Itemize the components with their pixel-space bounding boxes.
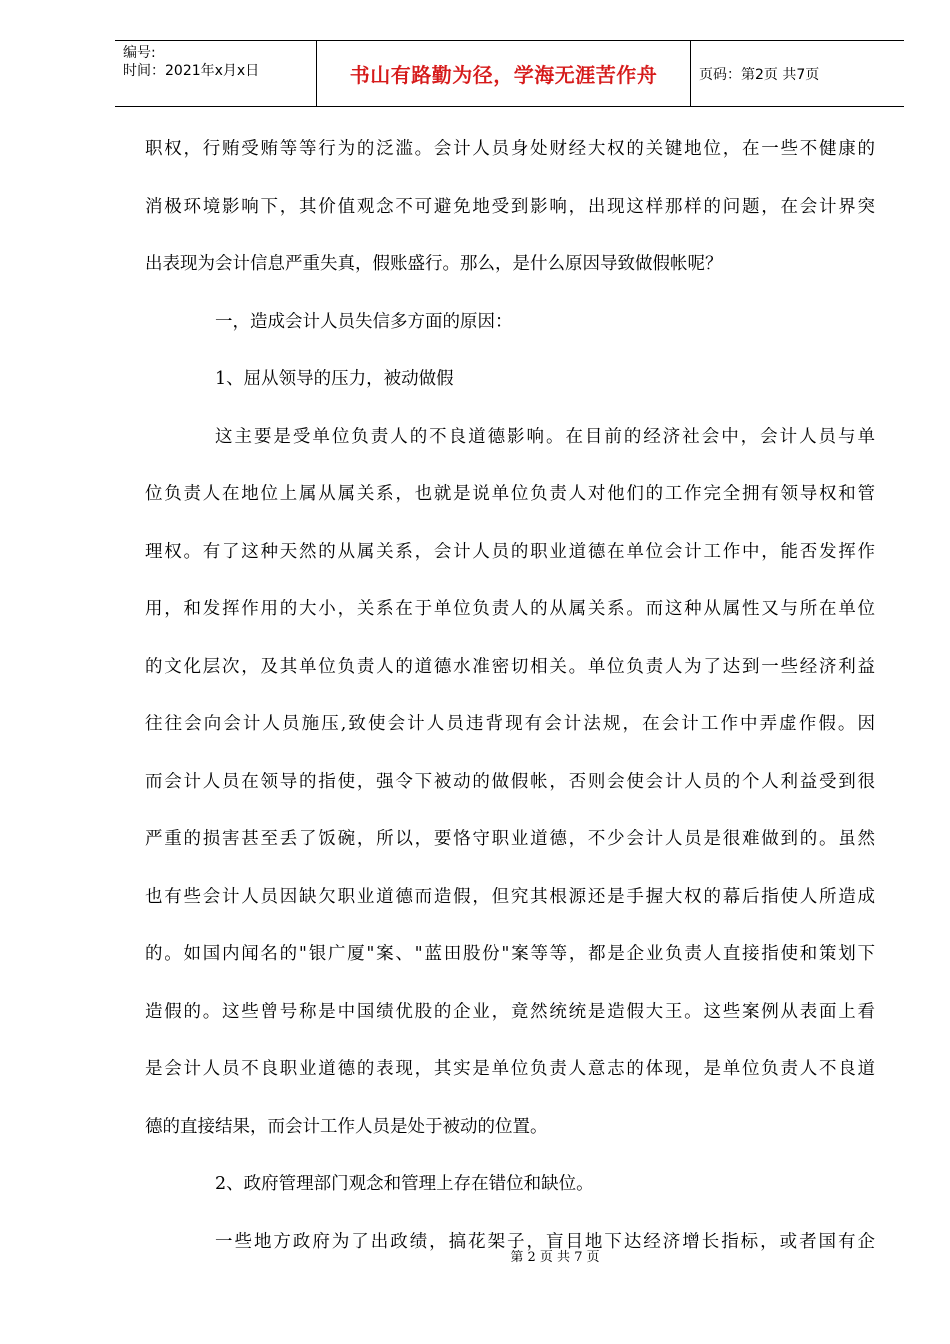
- text-line: 职权，行贿受贿等等行为的泛滥。会计人员身处财经大权的关键地位，在一些不健康的: [145, 139, 875, 159]
- number-label: 编号:: [123, 45, 156, 61]
- page-footer: [0, 1246, 950, 1265]
- page-label: 页码：第2页 共7页: [699, 66, 820, 83]
- text-line: 而会计人员在领导的指使，强令下被动的做假帐，否则会使会计人员的个人利益受到很: [145, 771, 875, 792]
- header-motto-cell: [317, 41, 691, 106]
- page-header: [115, 40, 904, 107]
- text-line: 造假的。这些曾号称是中国绩优股的企业，竟然统统是造假大王。这些案例从表面上看: [145, 1001, 875, 1022]
- text-line: 的文化层次，及其单位负责人的道德水准密切相关。单位负责人为了达到一些经济利益: [145, 656, 875, 677]
- time-label: 时间：2021年x月x日: [123, 63, 260, 79]
- text-line: 出表现为会计信息严重失真，假账盛行。那么，是什么原因导致做假帐呢？: [145, 254, 723, 274]
- text-line: 德的直接结果，而会计工作人员是处于被动的位置。: [145, 1116, 548, 1137]
- text-line: 往往会向会计人员施压,致使会计人员违背现有会计法规，在会计工作中弄虚作假。因: [145, 714, 875, 734]
- text-line: 理权。有了这种天然的从属关系，会计人员的职业道德在单位会计工作中，能否发挥作: [145, 541, 875, 562]
- header-page-cell: [691, 41, 904, 106]
- text-line: 消极环境影响下，其价值观念不可避免地受到影响，出现这样那样的问题，在会计界突: [145, 196, 875, 217]
- motto-text: 书山有路勤为径，学海无涯苦作舟: [349, 63, 658, 87]
- text-line: 的。如国内闻名的"银广厦"案、"蓝田股份"案等等，都是企业负责人直接指使和策划下: [145, 944, 875, 964]
- text-line: 1、屈从领导的压力，被动做假: [215, 369, 454, 389]
- text-line: 也有些会计人员因缺欠职业道德而造假，但究其根源还是手握大权的幕后指使人所造成: [145, 886, 875, 907]
- header-meta-cell: [115, 41, 317, 106]
- text-line: 2、政府管理部门观念和管理上存在错位和缺位。: [215, 1174, 594, 1194]
- text-line: 是会计人员不良职业道德的表现，其实是单位负责人意志的体现，是单位负责人不良道: [145, 1059, 875, 1079]
- text-line: 严重的损害甚至丢了饭碗，所以，要恪守职业道德，不少会计人员是很难做到的。虽然: [145, 829, 875, 849]
- footer-page-number: 第 2 页 共 7 页: [510, 1250, 600, 1265]
- text-line: 位负责人在地位上属从属关系，也就是说单位负责人对他们的工作完全拥有领导权和管: [145, 484, 875, 504]
- text-line: 这主要是受单位负责人的不良道德影响。在目前的经济社会中，会计人员与单: [215, 426, 875, 447]
- text-line: 用，和发挥作用的大小，关系在于单位负责人的从属关系。而这种从属性又与所在单位: [145, 599, 875, 619]
- text-line: 一些地方政府为了出政绩，搞花架子，盲目地下达经济增长指标，或者国有企: [215, 1231, 875, 1252]
- text-line: 一，造成会计人员失信多方面的原因：: [215, 311, 513, 332]
- document-body: [145, 132, 875, 1282]
